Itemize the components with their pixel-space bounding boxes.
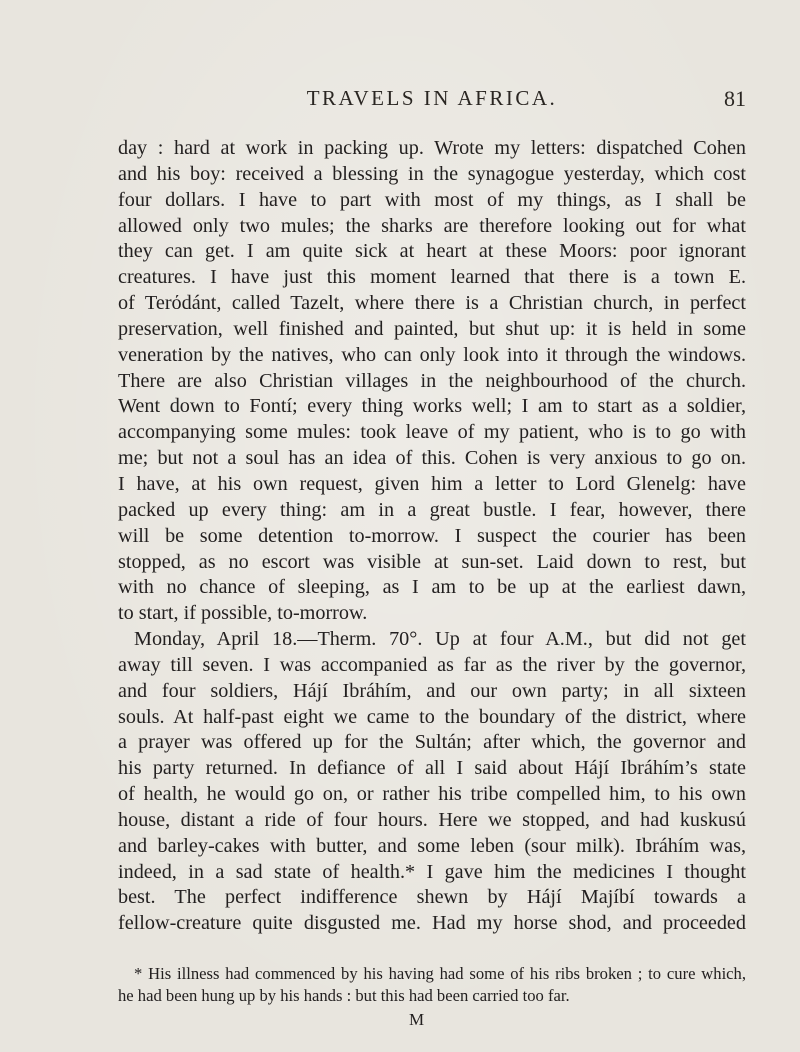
text-line: of health, he would go on, or rather his tribe compelled him, to his own: [118, 783, 746, 806]
paragraph-end-line: to start, if possible, to-morrow.: [118, 602, 368, 625]
body-text: [118, 136, 746, 937]
text-line: of Terόdánt, called Tazelt, where there is a Christian church, in perfect: [118, 292, 746, 315]
text-line: There are also Christian villages in the neighbourhood of the church.: [118, 369, 746, 392]
footnote-line: * His illness had commenced by his having had some of his ribs broken ; to cure which,: [134, 964, 746, 983]
text-line: day : hard at work in packing up. Wrote my letters: dispatched Cohen: [118, 137, 746, 159]
text-line: with no chance of sleeping, as I am to be up at the earliest dawn,: [118, 576, 746, 599]
text-line: creatures. I have just this moment learned that there is a town E.: [118, 266, 746, 289]
running-head: TRAVELS IN AFRICA.: [306, 86, 558, 110]
text-line: me; but not a soul has an idea of this. Cohen is very anxious to go on.: [118, 447, 746, 470]
text-line: allowed only two mules; the sharks are therefore looking out for what: [118, 214, 746, 237]
text-line: fellow-creature quite disgusted me. Had my horse shod, and proceeded: [118, 912, 746, 935]
text-line: indeed, in a sad state of health.* I gave him the medicines I thought: [118, 860, 746, 883]
text-line: a prayer was offered up for the Sultán; after which, the governor and: [118, 731, 746, 754]
text-line: will be some detention to-morrow. I suspect the courier has been: [118, 524, 746, 547]
text-line: accompanying some mules: took leave of my patient, who is to go with: [118, 421, 746, 444]
text-line: I have, at his own request, given him a letter to Lord Glenelg: have: [118, 472, 746, 495]
text-line: they can get. I am quite sick at heart at these Moors: poor ignorant: [118, 240, 746, 263]
text-line: and four soldiers, Hájí Ibráhím, and our own party; in all sixteen: [118, 679, 746, 702]
footnote-line: he had been hung up by his hands : but this had been carried too far.: [118, 986, 570, 1005]
text-line: away till seven. I was accompanied as far as the river by the governor,: [118, 653, 746, 676]
text-line: stopped, as no escort was visible at sun-set. Laid down to rest, but: [118, 550, 746, 573]
signature-mark: M: [409, 1010, 425, 1029]
text-line: his party returned. In defiance of all I said about Hájí Ibráhím’s state: [118, 757, 746, 780]
text-line: best. The perfect indifference shewn by Hájí Majíbí towards a: [118, 886, 746, 909]
text-line: Went down to Fontí; every thing works well; I am to start as a soldier,: [118, 395, 746, 418]
footnote: [118, 963, 746, 1007]
page-number: 81: [724, 86, 746, 111]
text-line: preservation, well finished and painted, but shut up: it is held in some: [118, 317, 746, 340]
text-line: and barley-cakes with butter, and some leben (sour milk). Ibráhím was,: [118, 834, 746, 857]
text-line: and his boy: received a blessing in the synagogue yesterday, which cost: [118, 162, 746, 185]
text-line: four dollars. I have to part with most of my things, as I shall be: [118, 188, 746, 211]
text-line: souls. At half-past eight we came to the boundary of the district, where: [118, 705, 746, 728]
page-header: [118, 86, 746, 116]
text-line: house, distant a ride of four hours. Here we stopped, and had kuskusú: [118, 808, 746, 831]
text-line: veneration by the natives, who can only look into it through the windows.: [118, 343, 746, 366]
paragraph-start-line: Monday, April 18.—Therm. 70°. Up at four A.M., but did not get: [134, 628, 746, 651]
text-line: packed up every thing: am in a great bustle. I fear, however, there: [118, 498, 746, 521]
